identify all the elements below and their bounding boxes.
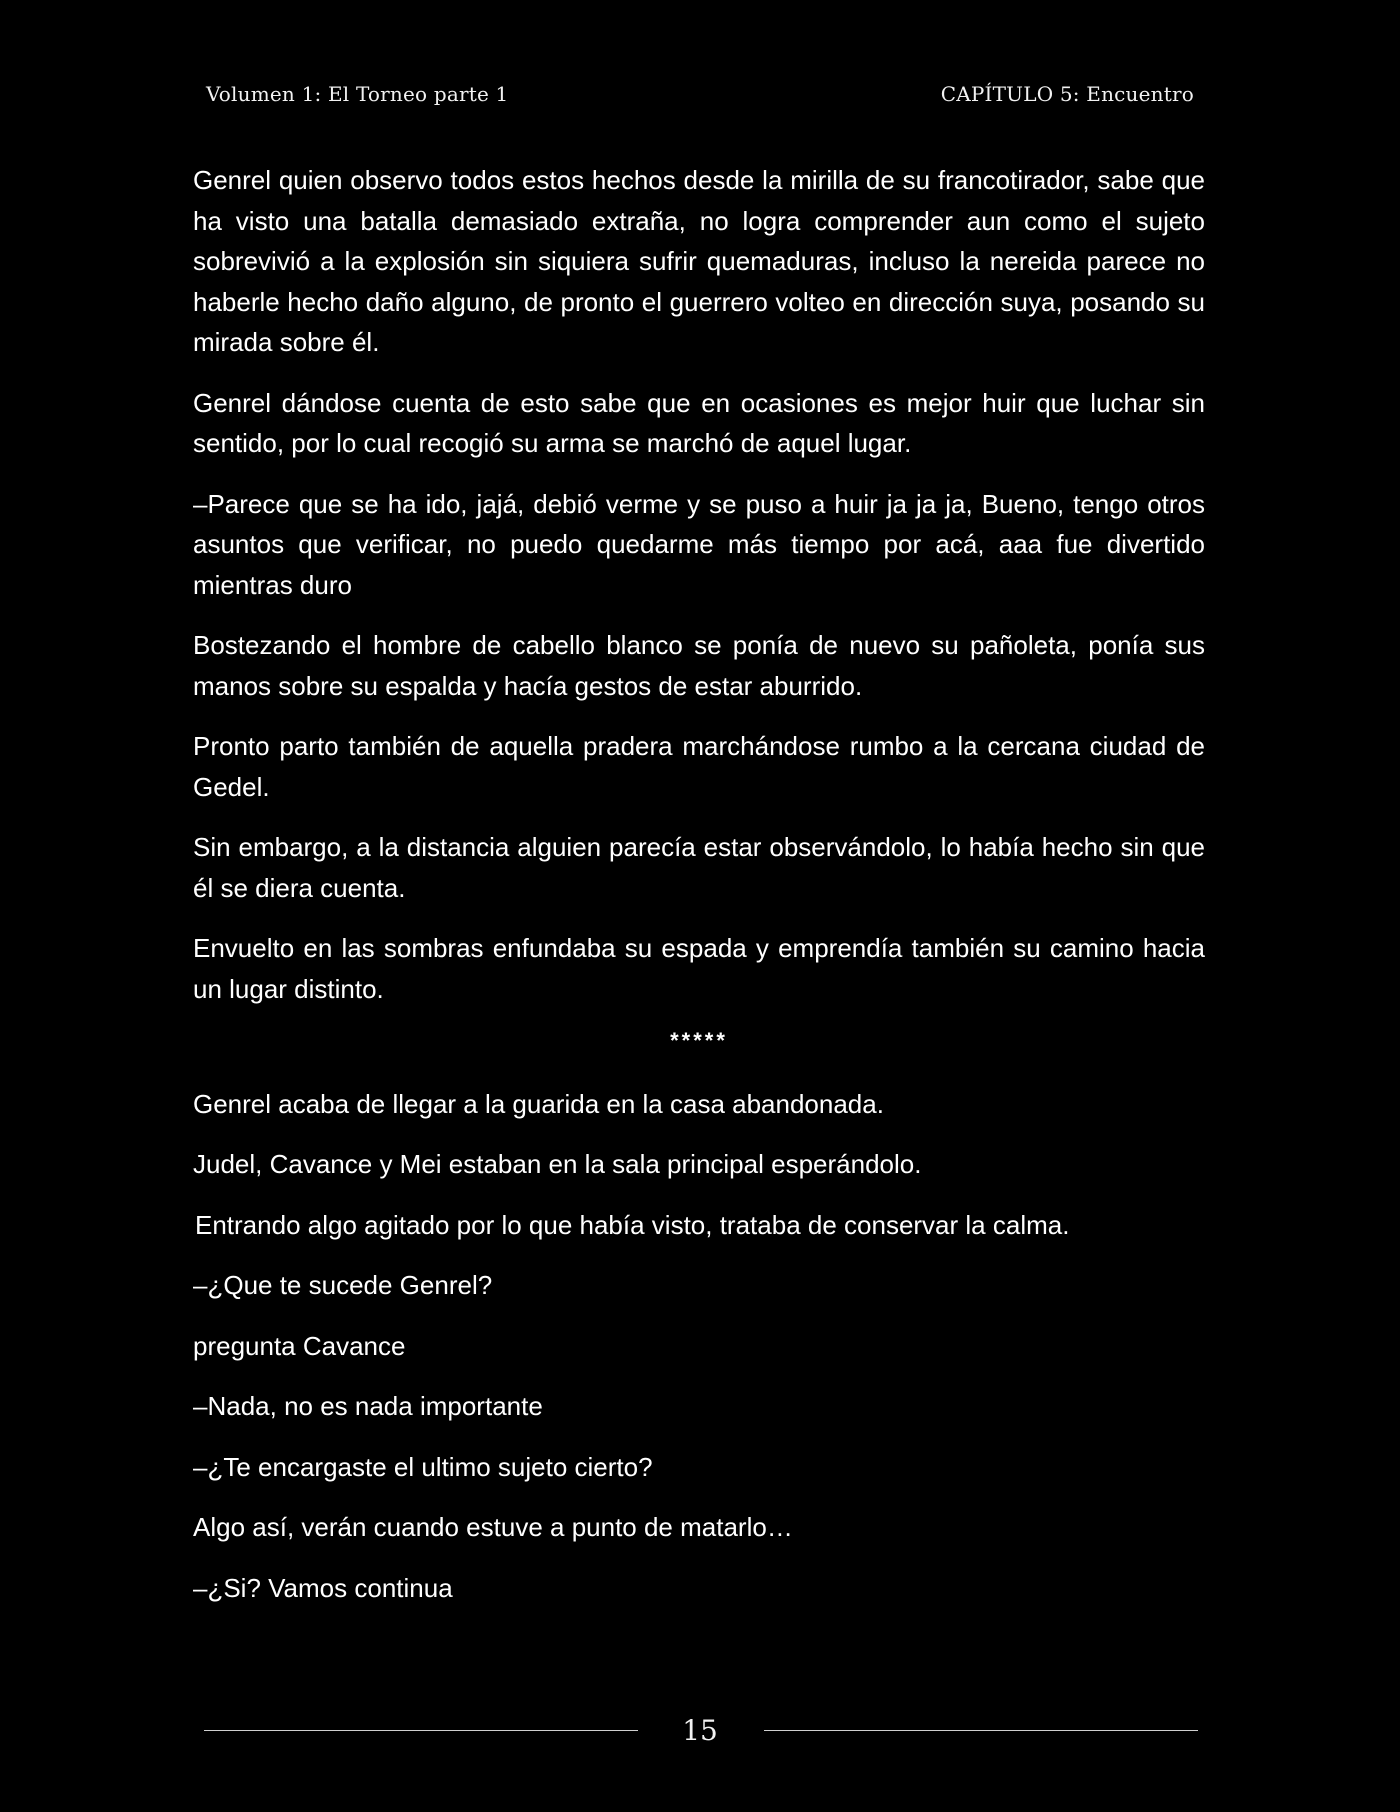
header-volume-title: Volumen 1: El Torneo parte 1: [206, 82, 509, 106]
dialogue-line: –¿Si? Vamos continua: [193, 1572, 453, 1603]
page-body: [193, 160, 1205, 1628]
page-number: 15: [682, 1713, 718, 1747]
dialogue-line: –Nada, no es nada importante: [193, 1391, 543, 1421]
paragraph: Entrando algo agitado por lo que había visto, trataba de conservar la calma.: [195, 1209, 1070, 1240]
dialogue-line: –¿Que te sucede Genrel?: [193, 1270, 493, 1300]
footer-rule-right: [764, 1730, 1198, 1731]
paragraph: Pronto parto también de aquella pradera marchándose rumbo a la cercana ciudad de Gedel.: [193, 731, 1205, 802]
header-chapter-title: CAPÍTULO 5: Encuentro: [940, 82, 1194, 106]
scene-break: *****: [670, 1028, 728, 1053]
paragraph: Algo así, verán cuando estuve a punto de matarlo…: [193, 1512, 793, 1542]
paragraph: Genrel acaba de llegar a la guarida en la casa abandonada.: [193, 1088, 884, 1119]
paragraph: Judel, Cavance y Mei estaban en la sala principal esperándolo.: [193, 1149, 922, 1179]
footer-rule-left: [204, 1730, 638, 1731]
dialogue-line: –¿Te encargaste el ultimo sujeto cierto?: [193, 1451, 653, 1482]
paragraph: Sin embargo, a la distancia alguien parecía estar observándolo, lo había hecho sin que él se diera cuenta.: [193, 832, 1205, 903]
running-header: [206, 78, 1194, 110]
page-footer: [204, 1710, 1198, 1750]
paragraph: Bostezando el hombre de cabello blanco se ponía de nuevo su pañoleta, ponía sus manos sobre su espalda y hacía gestos de estar aburrido.: [193, 630, 1205, 701]
paragraph: –Parece que se ha ido, jajá, debió verme y se puso a huir ja ja ja, Bueno, tengo otros asuntos que verificar, no puedo quedarme más tiempo por acá, aaa fue divertido mientras duro: [193, 488, 1205, 600]
paragraph: Genrel quien observo todos estos hechos desde la mirilla de su francotirador, sabe que ha visto una batalla demasiado extraña, no logra comprender aun como el sujeto sobrevivió a la explosión sin siquiera sufrir quemaduras, incluso la nereida parece no haberle hecho daño alguno, de pronto el guerrero volteo en dirección suya, posando su mirada sobre él.: [193, 165, 1205, 357]
paragraph: pregunta Cavance: [193, 1330, 406, 1361]
paragraph: Genrel dándose cuenta de esto sabe que en ocasiones es mejor huir que luchar sin sentido, por lo cual recogió su arma se marchó de aquel lugar.: [193, 387, 1205, 458]
paragraph: Envuelto en las sombras enfundaba su espada y emprendía también su camino hacia un lugar distinto.: [193, 933, 1205, 1004]
